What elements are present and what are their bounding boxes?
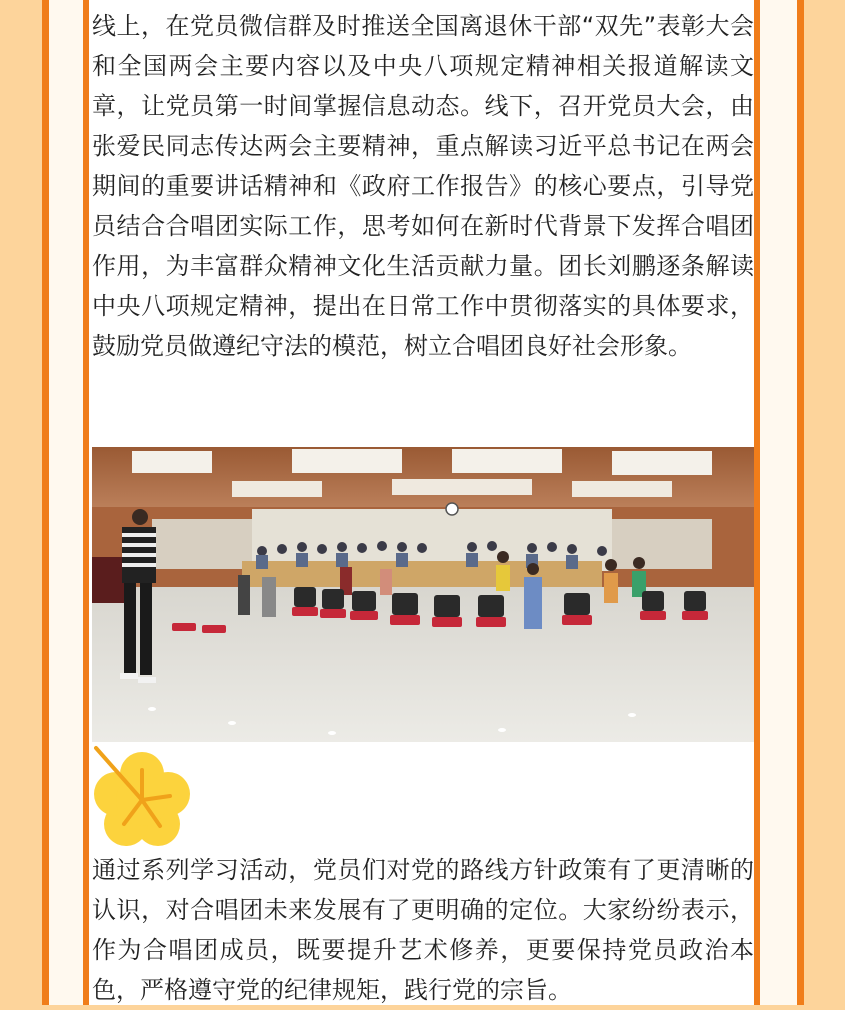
- flower-icon: [92, 744, 192, 854]
- frame-right-border: [797, 0, 804, 1005]
- article-content: [89, 0, 754, 1005]
- frame-left-border: [42, 0, 49, 1005]
- article-paragraph-1: 线上，在党员微信群及时推送全国离退休干部“双先”表彰大会和全国两会主要内容以及中央八项规定精神相关报道解读文章，让党员第一时间掌握信息动态。线下，召开党员大会，由张爱民同志传达两会主要精神，重点解读习近平总书记在两会期间的重要讲话精神和《政府工作报告》的核心要点，引导党员结合合唱团实际工作，思考如何在新时代背景下发挥合唱团作用，为丰富群众精神文化生活贡献力量。团长刘鹏逐条解读中央八项规定精神，提出在日常工作中贯彻落实的具体要求，鼓励党员做遵纪守法的模范，树立合唱团良好社会形象。: [92, 12, 754, 360]
- article-paragraph-2: 通过系列学习活动，党员们对党的路线方针政策有了更清晰的认识，对合唱团未来发展有了更明确的定位。大家纷纷表示，作为合唱团成员，既要提升艺术修养，更要保持党员政治本色，严格遵守党的纪律规矩，践行党的宗旨。: [92, 856, 754, 1004]
- meeting-photo: [92, 447, 754, 742]
- column-right-border: [754, 0, 760, 1005]
